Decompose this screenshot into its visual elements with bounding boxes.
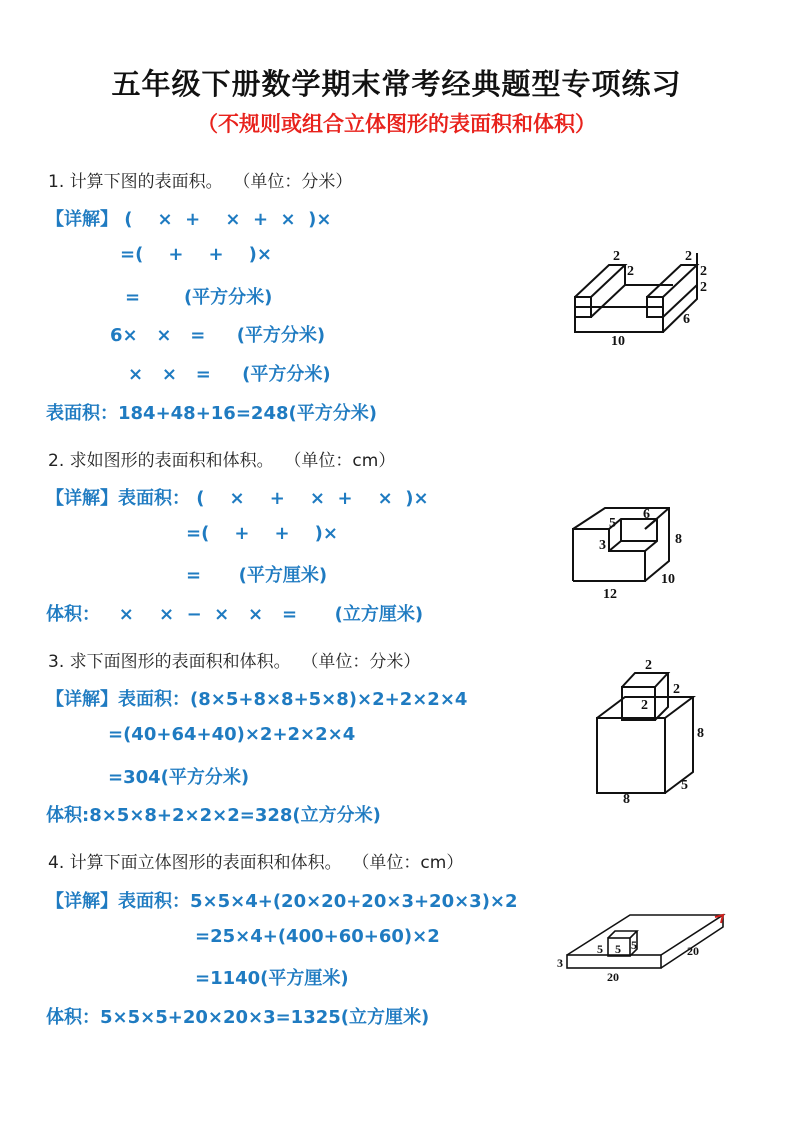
svg-text:12: 12 [603, 587, 617, 602]
svg-text:2: 2 [645, 658, 652, 673]
svg-text:2: 2 [627, 264, 634, 279]
q3-line-4: 体积:8×5×8+2×2×2=328(立方分米) [46, 805, 381, 826]
q1-line-4: 6× × = (平方分米) [110, 325, 326, 346]
svg-text:3: 3 [557, 956, 563, 970]
fig1-label: 2 [613, 249, 620, 264]
svg-text:5: 5 [597, 942, 603, 956]
figure-2-notched-box [565, 503, 695, 607]
svg-text:8: 8 [697, 726, 704, 741]
svg-text:10: 10 [611, 334, 625, 349]
q4-line-2: =25×4+(400+60+60)×2 [195, 926, 440, 947]
question-4-prompt: 4. 计算下面立体图形的表面积和体积。 （单位：cm） [48, 853, 464, 873]
q4-line-3: =1140(平方厘米) [195, 968, 349, 989]
question-2-prompt: 2. 求如图形的表面积和体积。 （单位：cm） [48, 451, 396, 471]
q3-line-3: =304(平方分米) [108, 767, 250, 788]
page-title: 五年级下册数学期末常考经典题型专项练习 [111, 67, 682, 101]
page-subtitle: （不规则或组合立体图形的表面积和体积） [197, 112, 596, 136]
q2-line-3: = (平方厘米) [186, 565, 328, 586]
svg-text:20: 20 [607, 970, 619, 984]
q3-line-2: =(40+64+40)×2+2×2×4 [108, 724, 356, 745]
q4-line-4: 体积：5×5×5+20×20×3=1325(立方厘米) [46, 1007, 430, 1028]
svg-text:2: 2 [673, 682, 680, 697]
svg-text:5: 5 [609, 516, 616, 531]
q1-line-6: 表面积：184+48+16=248(平方分米) [46, 403, 377, 424]
svg-text:5: 5 [631, 938, 637, 952]
question-1-prompt: 1. 计算下图的表面积。 （单位：分米） [48, 172, 353, 192]
svg-text:2: 2 [700, 264, 707, 279]
svg-text:2: 2 [700, 280, 707, 295]
figure-1-u-shape [565, 245, 715, 354]
q2-line-4: 体积： × × − × × = (立方厘米) [46, 604, 424, 625]
figure-4-slab-with-cube [555, 905, 735, 989]
svg-text:3: 3 [599, 538, 606, 553]
q1-line-1: 【详解】 ( × + × + × )× [46, 209, 332, 230]
q3-line-1: 【详解】表面积：(8×5+8×8+5×8)×2+2×2×4 [46, 689, 468, 710]
svg-text:8: 8 [675, 532, 682, 547]
q1-line-5: × × = (平方分米) [128, 364, 331, 385]
svg-text:20: 20 [687, 944, 699, 958]
svg-text:10: 10 [661, 572, 675, 587]
svg-text:6: 6 [643, 507, 650, 522]
question-3-prompt: 3. 求下面图形的表面积和体积。 （单位：分米） [48, 652, 421, 672]
q4-line-1: 【详解】表面积：5×5×4+(20×20+20×3+20×3)×2 [46, 891, 518, 912]
q2-line-1: 【详解】表面积： ( × + × + × )× [46, 488, 429, 509]
q1-line-2: =( + + )× [120, 244, 272, 265]
figure-3-stacked-cubes [585, 655, 720, 809]
svg-text:6: 6 [683, 312, 690, 327]
svg-text:5: 5 [681, 778, 688, 793]
svg-text:8: 8 [623, 792, 630, 805]
q1-line-3: = (平方分米) [125, 287, 273, 308]
svg-text:5: 5 [615, 942, 621, 956]
q2-line-2: =( + + )× [186, 523, 338, 544]
svg-text:2: 2 [685, 249, 692, 264]
svg-text:2: 2 [641, 698, 648, 713]
